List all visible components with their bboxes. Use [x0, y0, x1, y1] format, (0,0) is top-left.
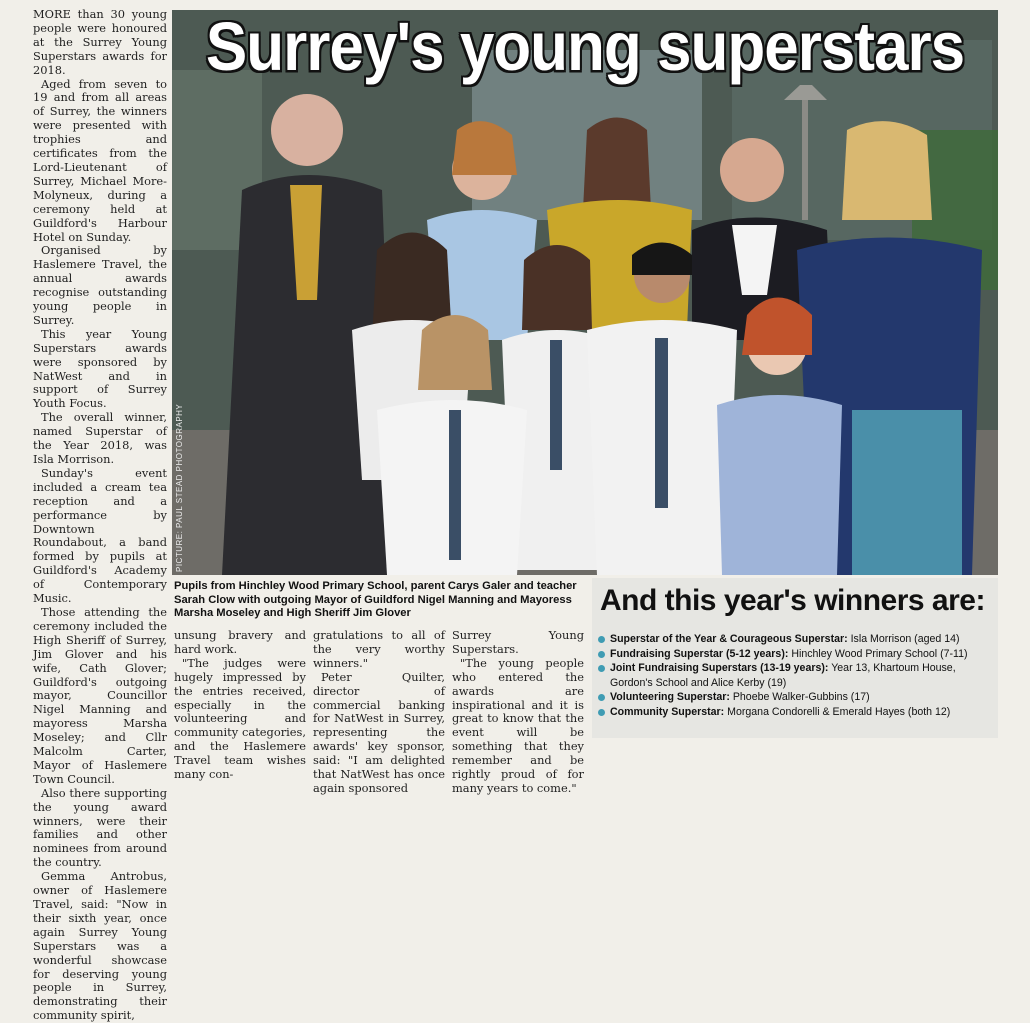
photo-caption: Pupils from Hinchley Wood Primary School, parent Carys Galer and teacher Sarah Clow with outgoing Mayor of Guildford Nigel Manning and Mayoress Marsha Moseley and High Sheriff Jim Glover	[174, 580, 577, 619]
paragraph: Those attending the ceremony included the High Sheriff of Surrey, Jim Glover and his wife, Cath Glover; Guildford's outgoing mayor, Councillor Nigel Manning and mayoress Marsha Moseley; and Cllr Malcolm Carter, Mayor of Haslemere Town Council.	[33, 604, 167, 786]
list-item	[598, 705, 992, 720]
winners-title: And this year's winners are:	[600, 584, 985, 617]
paragraph: "The young people who entered the awards are inspirational and it is great to know that the event will be something that they remember and be rightly proud of for many years to come."	[452, 655, 584, 795]
bullet-icon	[598, 651, 605, 658]
paragraph: Peter Quilter, director of commercial banking for NatWest in Surrey, representing the awards' key sponsor, said: "I am delighted that NatWest has once again sponsored	[313, 669, 445, 795]
paragraph: This year Young Superstars awards were sponsored by NatWest and in support of Surrey Youth Focus.	[33, 326, 167, 411]
paragraph: gratulations to all of the very worthy winners."	[313, 628, 445, 670]
photo-illustration	[172, 10, 998, 575]
photo-credit: PICTURE: PAUL STEAD PHOTOGRAPHY	[175, 403, 184, 572]
list-item	[598, 632, 992, 647]
list-item	[598, 647, 992, 662]
paragraph: Surrey Young Superstars.	[452, 628, 584, 656]
winners-list	[598, 632, 992, 720]
paragraph: Organised by Haslemere Travel, the annual awards recognise outstanding young people in Surrey.	[33, 243, 167, 327]
bullet-icon	[598, 665, 605, 672]
winner-name: Morgana Condorelli & Emerald Hayes (both 12)	[727, 705, 951, 718]
headline: Surrey's young superstars	[205, 10, 965, 86]
article-left-column	[33, 8, 167, 1023]
bullet-icon	[598, 636, 605, 643]
winner-name: Isla Morrison (aged 14)	[850, 633, 960, 645]
article-column-4	[452, 629, 584, 796]
bullet-icon	[598, 694, 605, 701]
group-photo	[172, 10, 998, 575]
winner-category: Community Superstar:	[610, 705, 725, 718]
paragraph: Sunday's event included a cream tea reception and a performance by Downtown Roundabout, a band formed by pupils at Guildford's Academy of Contemporary Music.	[33, 465, 167, 606]
paragraph: Aged from seven to 19 and from all areas of Surrey, the winners were presented with trophies and certificates from the Lord-Lieutenant of Surrey, Michael More-Molyneux, during a ceremony held at Guildford's Harbour Hotel on Sunday.	[33, 76, 167, 244]
bullet-icon	[598, 709, 605, 716]
winner-category: Fundraising Superstar (5-12 years):	[610, 647, 789, 660]
paragraph: Gemma Antrobus, owner of Haslemere Travel, said: "Now in their sixth year, once again Surrey Young Superstars was a wonderful showcase for deserving young people in Surrey, demonstrating their community spirit,	[33, 869, 167, 1023]
paragraph: Also there supporting the young award winners, were their families and other nominees from around the country.	[33, 785, 167, 870]
winner-category: Superstar of the Year & Courageous Superstar:	[610, 633, 848, 645]
paragraph: The overall winner, named Superstar of the Year 2018, was Isla Morrison.	[33, 410, 167, 466]
winner-name: Year 13, Khartoum House, Gordon's School and Alice Kerby (19)	[610, 662, 956, 689]
article-column-3	[313, 629, 445, 796]
winners-box	[592, 578, 998, 738]
winner-name: Hinchley Wood Primary School (7-11)	[791, 647, 968, 660]
paragraph: MORE than 30 young people were honoured at the Surrey Young Superstars awards for 2018.	[33, 7, 167, 77]
winner-category: Volunteering Superstar:	[610, 691, 730, 704]
list-item	[598, 690, 992, 705]
winner-name: Phoebe Walker-Gubbins (17)	[732, 691, 870, 704]
paragraph: unsung bravery and hard work.	[174, 628, 306, 656]
article-column-2	[174, 629, 306, 782]
paragraph: "The judges were hugely impressed by the entries received, especially in the volunteering and community categories, and the Haslemere Travel team wishes many con-	[174, 655, 306, 782]
list-item	[598, 661, 992, 690]
winner-category: Joint Fundraising Superstars (13-19 years):	[610, 662, 829, 675]
